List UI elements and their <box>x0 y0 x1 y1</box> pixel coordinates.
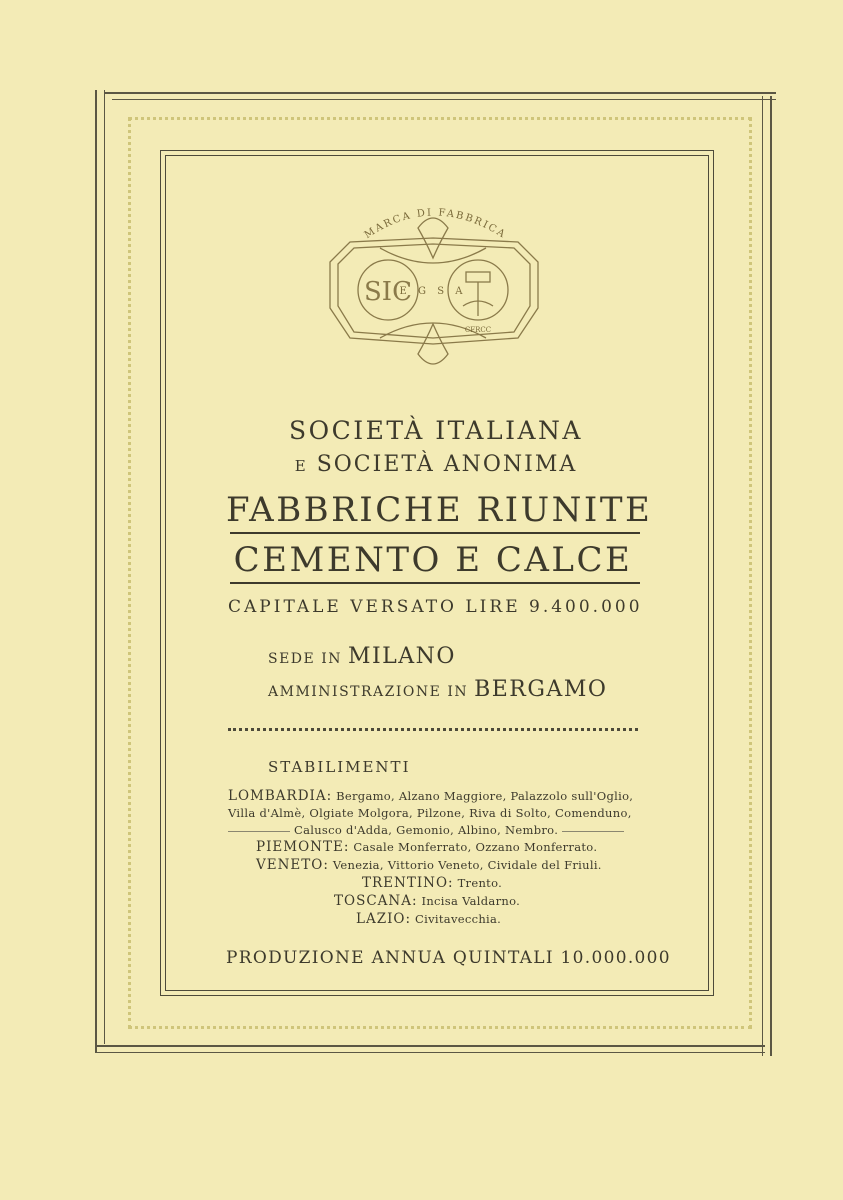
lazio-places: Civitavecchia. <box>415 912 502 926</box>
lombardia-line-2: Villa d'Almè, Olgiate Molgora, Pilzone, Riva di Solto, Comenduno, <box>228 806 632 820</box>
lombardia-places-3: Calusco d'Adda, Gemonio, Albino, Nembro. <box>293 823 559 837</box>
dotted-separator <box>228 728 638 731</box>
capital-text: CAPITALE VERSATO LIRE 9.400.000 <box>228 597 643 617</box>
sede-city: MILANO <box>347 644 456 669</box>
stabilimenti-title: STABILIMENTI <box>268 758 411 776</box>
heading-line-1: SOCIETÀ ITALIANA <box>289 416 583 445</box>
outer-frame-bottom <box>95 1045 765 1047</box>
trentino-line <box>362 875 502 891</box>
outer-frame-bottom-inner <box>95 1052 765 1053</box>
outer-frame-top-inner <box>112 99 776 100</box>
trentino-places: Trento. <box>457 876 503 890</box>
content-area <box>160 150 712 994</box>
trademark-logo <box>318 198 548 388</box>
heading-line-4: CEMENTO E CALCE <box>233 540 633 580</box>
lazio-label: LAZIO: <box>356 911 412 927</box>
veneto-line <box>256 857 602 873</box>
produzione-text: PRODUZIONE ANNUA QUINTALI 10.000.000 <box>226 948 671 968</box>
lombardia-line-3 <box>228 823 624 837</box>
dash-right <box>562 831 624 832</box>
lombardia-line-1 <box>228 788 633 804</box>
heading-line-2-main: SOCIETÀ ANONIMA <box>316 452 578 477</box>
outer-frame-right-inner <box>770 96 772 1056</box>
heading-line-3: FABBRICHE RIUNITE <box>226 490 653 530</box>
logo-ring-letters: E G S A <box>399 286 467 297</box>
piemonte-line <box>256 839 597 855</box>
veneto-label: VENETO: <box>256 857 329 873</box>
lombardia-label: LOMBARDIA: <box>228 788 333 804</box>
outer-frame-top <box>104 92 776 94</box>
logo-monogram-left: SIC <box>364 277 412 307</box>
sede-label: SEDE IN <box>268 651 342 667</box>
logo-monogram-right: CFRCC <box>464 326 492 334</box>
amministrazione-label: AMMINISTRAZIONE IN <box>268 684 469 700</box>
toscana-places: Incisa Valdarno. <box>421 894 521 908</box>
amministrazione-city: BERGAMO <box>474 677 608 702</box>
outer-frame-right <box>762 96 763 1056</box>
toscana-line <box>334 893 520 909</box>
toscana-label: TOSCANA: <box>334 893 418 909</box>
heading-line-2-prefix: E <box>294 457 308 475</box>
trentino-label: TRENTINO: <box>362 875 454 891</box>
piemonte-label: PIEMONTE: <box>256 839 350 855</box>
amministrazione-line <box>268 677 607 702</box>
piemonte-places: Casale Monferrato, Ozzano Monferrato. <box>353 840 598 854</box>
lombardia-places-1: Bergamo, Alzano Maggiore, Palazzolo sull'Oglio, <box>336 789 634 803</box>
logo-arc-text: MARCA DI FABBRICA <box>362 207 509 242</box>
sede-line <box>268 644 456 669</box>
outer-frame-left-inner <box>104 90 105 1044</box>
svg-text:MARCA DI FABBRICA <box>363 207 508 241</box>
outer-frame-left <box>95 90 97 1052</box>
heading-rule-1 <box>230 532 640 534</box>
dash-left <box>228 831 290 832</box>
lazio-line <box>356 911 501 927</box>
veneto-places: Venezia, Vittorio Veneto, Cividale del Friuli. <box>332 858 602 872</box>
heading-rule-2 <box>230 582 640 584</box>
heading-line-2 <box>160 452 712 477</box>
